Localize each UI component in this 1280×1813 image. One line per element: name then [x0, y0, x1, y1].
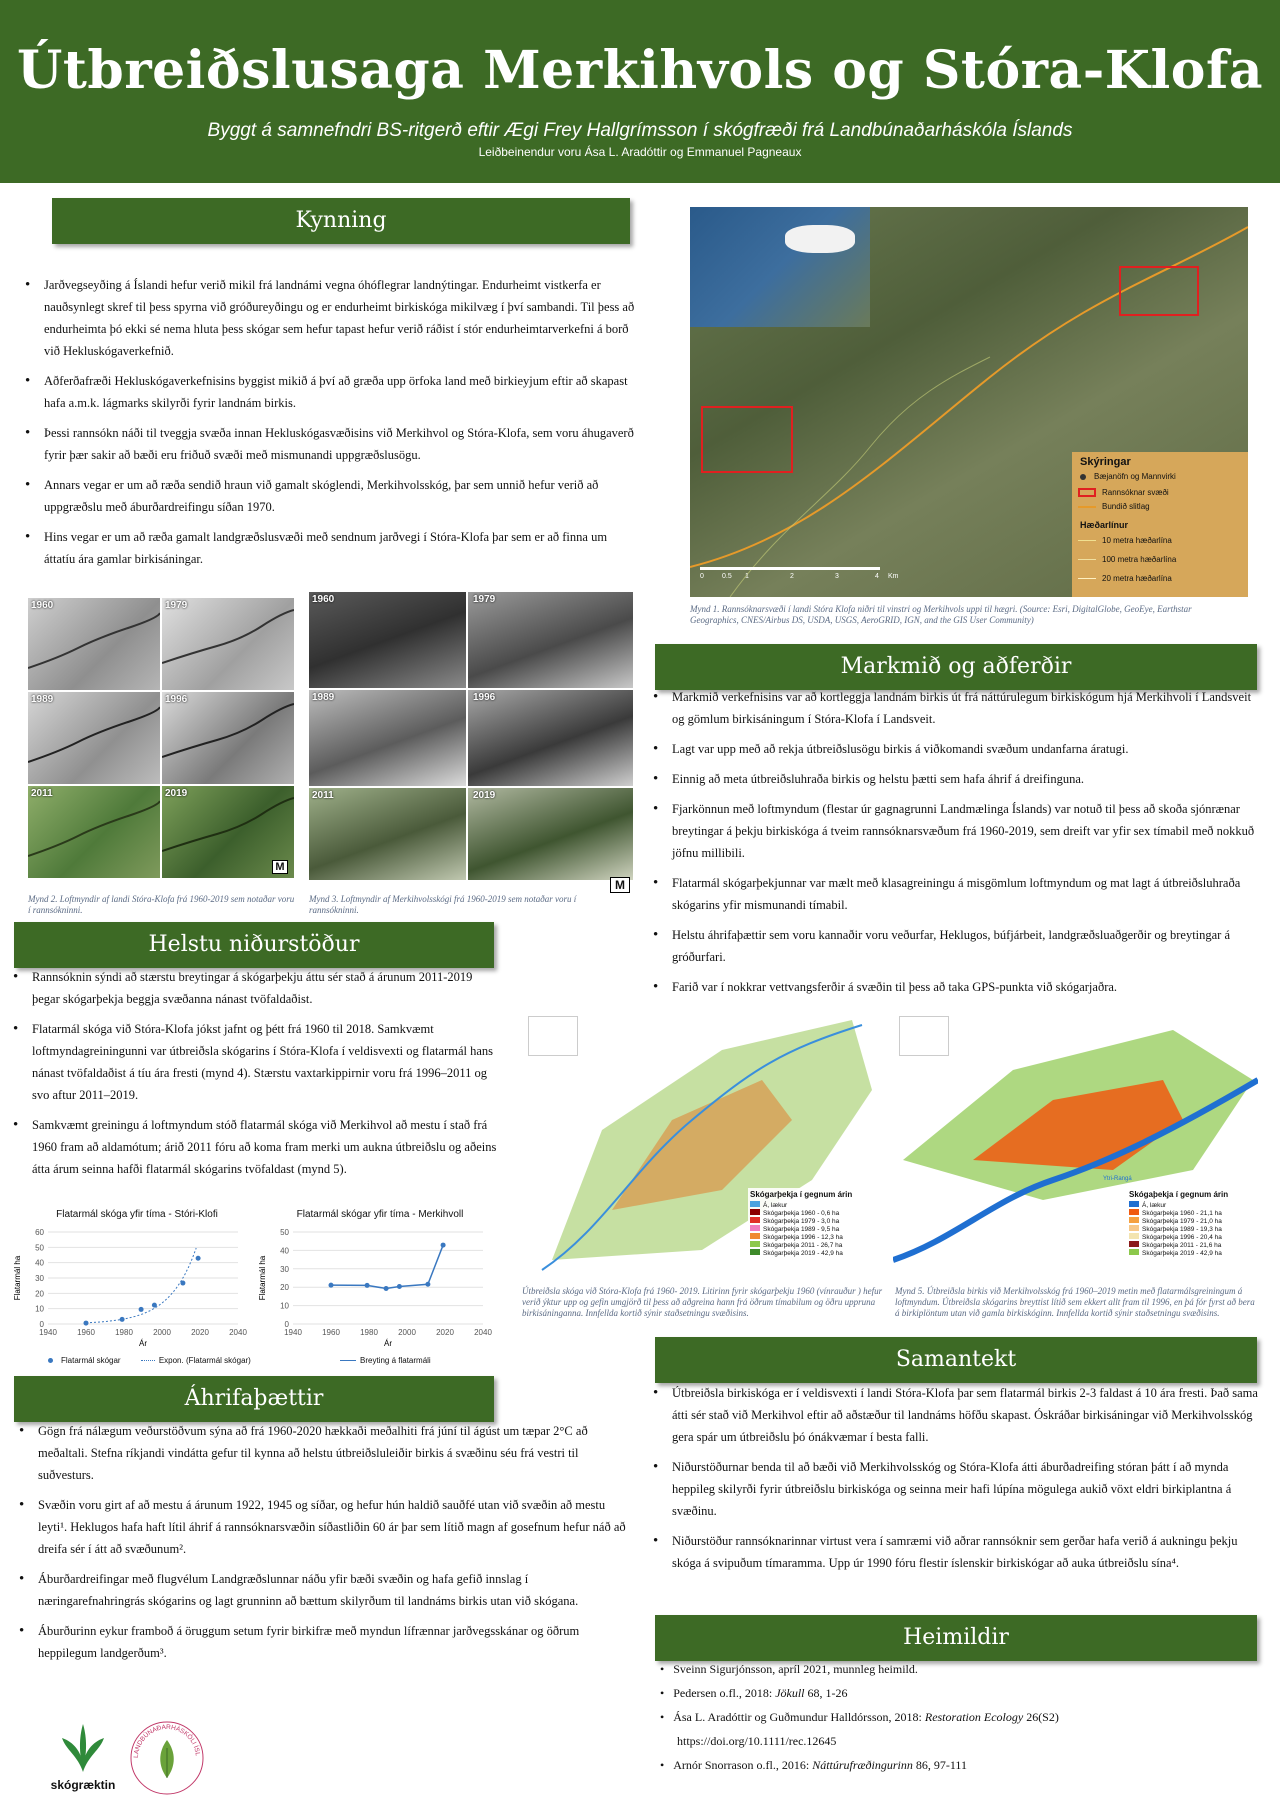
- list-item: • Lagt var upp með að rekja útbreiðslusögu birkis á viðkomandi svæðum undanfarna áratugi.: [648, 738, 1263, 760]
- list-item: • Svæðin voru girt af að mestu á árunum 1922, 1945 og síðar, og hefur hún haldið sauðfé utan við svæðin að mestu leyti¹. Heklugos hafa haft lítil áhrif á rannsóknarsvæðin síðastliðin 60 ár þar sem lítið magn af gosefnum hefur náð að dreifa sér í átt að svæðunum².: [14, 1494, 634, 1560]
- y-tick-label: 50: [280, 1228, 289, 1237]
- study-area-map: Skýringar Bæjanöfn og Mannvirki Rannsóknar svæði Bundið slitlag Hæðarlínur 10 metra hæðarlína 100 metra hæðarlína 20 metra hæðarlína 0 0.5 1 2 3 4 Km: [690, 207, 1248, 597]
- x-tick-label: 2020: [191, 1328, 209, 1337]
- leaf-icon: [48, 1720, 118, 1776]
- samantekt-list: [648, 1382, 1263, 1582]
- x-tick-label: 2040: [229, 1328, 247, 1337]
- inset-map: [528, 1016, 578, 1056]
- list-item: • Gögn frá nálægum veðurstöðvum sýna að frá 1960-2020 hækkaði meðalhiti frá júní til ágúst um tæpar 2°C að meðaltali. Stefna ríkjandi vindátta gefur til kynna að helstu útbreiðsluleiðir birkis á svæðinu séu frá vestri til suðvesturs.: [14, 1420, 634, 1486]
- poster-title: Útbreiðslusaga Merkihvols og Stóra-Klofa: [16, 40, 1264, 101]
- kynning-list: [20, 274, 635, 578]
- list-item: • Áburðardreifingar með flugvélum Landgræðslunnar náðu yfir bæði svæðin og hafa gefið innslag í næringarefnahringrás skógarins og lagt grunninn að bættum skilyrðum til landnáms birkis utan við skógana.: [14, 1568, 634, 1612]
- y-tick-label: 50: [35, 1243, 44, 1253]
- list-item: • Flatarmál skóga við Stóra-Klofa jókst jafnt og þétt frá 1960 til 2018. Samkvæmt loftmyndagreiningunni var útbreiðsla skógarins í Stóra-Klofa í veldisvexti og flatarmál hans nánast tvöfaldaðist á tíu ára fresti (mynd 4). Stærstu vaxtarkippirnir voru frá 1996–2011 og svo aftur 2011–2019.: [8, 1018, 500, 1106]
- aerial-photo: 1979: [468, 592, 633, 688]
- reference-link[interactable]: https://doi.org/10.1111/rec.12645: [677, 1734, 837, 1748]
- list-item: • Farið var í nokkrar vettvangsferðir á svæðin til þess að taka GPS-punkta við skógarjaðra.: [648, 976, 1263, 998]
- cover-map-stora-klofi: [522, 1010, 887, 1282]
- chart-title: Flatarmál skóga yfir tíma - Stóri-Klofi: [56, 1209, 218, 1220]
- y-tick-label: 10: [280, 1301, 289, 1311]
- markmid-list: [648, 686, 1263, 1006]
- aerial-photo: 1989: [309, 690, 466, 786]
- aerial-photo: 1996: [468, 690, 633, 786]
- reference-item: • Arnór Snorrason o.fl., 2016: Náttúrufræðingurinn 86, 97-111: [660, 1758, 967, 1772]
- data-point: [397, 1284, 402, 1289]
- y-tick-label: 20: [280, 1283, 289, 1293]
- data-point: [180, 1281, 185, 1286]
- data-point: [384, 1286, 389, 1291]
- y-tick-label: 40: [35, 1258, 44, 1268]
- list-item: • Niðurstöður rannsóknarinnar virtust vera í samræmi við aðrar rannsóknir sem gerðar hafa verið á aukningu þekju skóga á svipuðum tímaramma. Upp úr 1990 fóru flestir íslenskir birkiskógar að auka útbreiðslu sína⁴.: [648, 1530, 1263, 1574]
- reference-item: • Ása L. Aradóttir og Guðmundur Halldórsson, 2018: Restoration Ecology 26(S2): [660, 1710, 1059, 1724]
- x-tick-label: 1960: [322, 1328, 340, 1337]
- data-point: [441, 1243, 446, 1248]
- m-badge: M: [272, 860, 288, 874]
- y-tick-label: 30: [280, 1264, 289, 1274]
- x-tick-label: 1940: [39, 1328, 57, 1337]
- list-item: • Rannsóknin sýndi að stærstu breytingar á skógarþekju áttu sér stað á árunum 2011-2019 þegar skógarþekja beggja svæðanna nánast tvöfaldaðist.: [8, 966, 500, 1010]
- chart-merkihvoll: [255, 1224, 500, 1352]
- section-heading-samantekt: Samantekt: [655, 1337, 1257, 1383]
- y-tick-label: 30: [35, 1274, 44, 1283]
- y-tick-label: 40: [280, 1246, 289, 1256]
- data-point: [152, 1303, 157, 1308]
- lbhi-logo: [128, 1718, 206, 1798]
- x-tick-label: 1940: [284, 1328, 302, 1337]
- poster-supervisors: Leiðbeinendur voru Ása L. Aradóttir og Emmanuel Pagneaux: [478, 145, 802, 159]
- section-heading-markmid: Markmið og aðferðir: [655, 644, 1257, 690]
- list-item: • Niðurstöðurnar benda til að bæði við Merkihvolsskóg og Stóra-Klofa átti áburðadreifing stóran þátt í að mynda heppileg skilyrði fyrir útbreiðslu birkiskóga og seinna meir hafi lúpína mögulega aukið vöxt eldri birkiplantna á svæðinu.: [648, 1456, 1263, 1522]
- aerial-photo: 1989: [28, 692, 160, 784]
- x-tick-label: 1980: [360, 1328, 378, 1337]
- poster-subtitle: Byggt á samnefndri BS-ritgerð eftir Ægi Frey Hallgrímsson í skógfræði frá Landbúnaðarháskóla Íslands: [207, 120, 1073, 141]
- data-point: [139, 1307, 144, 1312]
- x-axis-label: Ár: [384, 1339, 392, 1348]
- section-heading-ahrif: Áhrifaþættir: [14, 1376, 494, 1422]
- section-heading-heimildir: Heimildir: [655, 1615, 1257, 1661]
- x-tick-label: 1960: [77, 1328, 95, 1337]
- data-point: [329, 1283, 334, 1288]
- list-item: • Markmið verkefnisins var að kortleggja landnám birkis út frá náttúrulegum birkiskógum hjá Merkihvoli í Landsveit og gömlum birkisáningum í Stóra-Klofa í Landsveit.: [648, 686, 1263, 730]
- chart-title: Flatarmál skógar yfir tíma - Merkihvoll: [296, 1209, 464, 1220]
- skograektin-logo: skógræktin: [48, 1720, 118, 1798]
- x-tick-label: 2020: [436, 1328, 454, 1337]
- list-item: • Einnig að meta útbreiðsluhraða birkis og helstu þætti sem hafa áhrif á dreifinguna.: [648, 768, 1263, 790]
- x-tick-label: 1980: [115, 1328, 133, 1337]
- aerial-photo: 1960: [28, 598, 160, 690]
- map-legend: Skýringar Bæjanöfn og Mannvirki Rannsóknar svæði Bundið slitlag Hæðarlínur 10 metra hæðarlína 100 metra hæðarlína 20 metra hæðarlína: [1072, 452, 1248, 597]
- list-item: • Annars vegar er um að ræða sendið hraun við gamalt skóglendi, Merkihvolsskóg, þar sem unnið hefur verið að uppgræðslu með áburðardreifingu síðan 1970.: [20, 474, 635, 518]
- map-legend: Skógaþekja í gegnum árin Á, lækur Skógarþekja 1960 - 21,1 ha Skógarþekja 1979 - 21,0 ha Skógarþekja 1989 - 19,3 ha Skógarþekja 1996 - 20,4 ha Skógarþekja 2011 - 21,6 ha Skógarþekja 2019 - 42,9 ha: [1127, 1188, 1255, 1259]
- list-item: • Samkvæmt greiningu á loftmyndum stóð flatarmál skóga við Merkihvol að mestu í stað frá 1960 fram að aldamótum; árið 2011 fóru að koma fram merki um aukna útbreiðslu og aðeins átta árum seinna hafði flatarmál skógarins tvöfaldast (mynd 5).: [8, 1114, 500, 1180]
- aerial-photo: 2019: [162, 786, 294, 878]
- section-heading-kynning: Kynning: [52, 198, 630, 244]
- chart-legend: Flatarmál skógar Expon. (Flatarmál skógar): [48, 1356, 251, 1365]
- y-tick-label: 20: [35, 1289, 44, 1299]
- x-tick-label: 2000: [398, 1328, 416, 1337]
- y-tick-label: 60: [35, 1228, 44, 1237]
- x-axis-label: Ár: [139, 1339, 147, 1348]
- aerial-photo: 1979: [162, 598, 294, 690]
- reference-item: • Sveinn Sigurjónsson, apríl 2021, munnleg heimild.: [660, 1662, 918, 1676]
- chart-legend: Breyting á flatarmáli: [340, 1356, 431, 1365]
- list-item: • Fjarkönnun með loftmyndum (flestar úr gagnagrunni Landmælinga Íslands) var notuð til þess að skoða sjónrænar breytingar á þekju birkiskóga á tveim rannsóknarsvæðum frá 1960-2019, sem dreift var yfir sex tímabil með nokkuð jöfnu millibili.: [648, 798, 1263, 864]
- caption-mynd-5: Mynd 5. Útbreiðsla birkis við Merkihvolsskóg frá 1960–2019 metin með flatarmálsgreiningum á loftmyndum. Útbreiðsla skógarins breyttist lítið sem ekkert allt fram til 1996, en þá fór fyrst að bera á birkiplöntum utan við gamla birkiskóginn. Innfellda kortið sýnir staðsetningu svæðisins.: [895, 1286, 1255, 1318]
- poster-header: [0, 0, 1280, 183]
- list-item: • Útbreiðsla birkiskóga er í veldisvexti í landi Stóra-Klofa þar sem flatarmál birkis 2-3 faldast á 10 ára fresti. Það sama átti sér stað við Merkihvol eftir að aðstæður til landnáms höfðu skapast. Óskráðar birkisáningar við Merkihvolsskóg gera spár um útbreiðslu þó ónákvæmar í besta falli.: [648, 1382, 1263, 1448]
- nidurstodur-list: [8, 966, 500, 1188]
- data-point: [425, 1282, 430, 1287]
- map-legend: Skógarþekja í gegnum árin Á, lækur Skógarþekja 1960 - 0,6 ha Skógarþekja 1979 - 3,0 ha Skógarþekja 1989 - 9,5 ha Skógarþekja 1996 - 12,3 ha Skógarþekja 2011 - 26,7 ha Skógarþekja 2019 - 42,9 ha: [748, 1188, 883, 1259]
- series-line: [331, 1245, 443, 1288]
- data-point: [365, 1283, 370, 1288]
- aerial-photo: 2019: [468, 788, 633, 880]
- inset-map: [899, 1016, 949, 1056]
- svg-text:LANDBÚNAÐARHÁSKÓLI ÍSLANDS: LANDBÚNAÐARHÁSKÓLI ÍSL: [132, 1723, 201, 1759]
- aerial-photo: 1960: [309, 592, 466, 688]
- list-item: • Helstu áhrifaþættir sem voru kannaðir voru veðurfar, Heklugos, búfjárbeit, landgræðsluaðgerðir og breytingar á gróðurfari.: [648, 924, 1263, 968]
- ahrif-list: [14, 1420, 634, 1672]
- list-item: • Aðferðafræði Hekluskógaverkefnisins byggist mikið á því að græða upp örfoka land með birkieyjum eftir að skapast hafa a.m.k. lágmarks skilyrði fyrir landnám birkis.: [20, 370, 635, 414]
- list-item: • Þessi rannsókn náði til tveggja svæða innan Hekluskógasvæðisins við Merkihvol og Stóra-Klofa, sem voru áhugaverð fyrir þær sakir að bæði eru friðuð svæði með mismunandi uppgræðslusögu.: [20, 422, 635, 466]
- data-point: [84, 1321, 89, 1326]
- caption-mynd-4: Útbreiðsla skóga við Stóra-Klofa frá 1960- 2019. Litirinn fyrir skógarþekju 1960 (vínrauður ) hefur verið ýktur upp og gefin umgjörð til þess að aðgreina hann frá öðrum tímabilum og öðru uppruna birkisáninganna. Innfellda kortið sýnir staðsetningu svæðisins.: [522, 1286, 883, 1318]
- y-axis-label: Flatarmál ha: [13, 1255, 22, 1301]
- y-tick-label: 10: [35, 1304, 44, 1314]
- reference-item: • Pedersen o.fl., 2018: Jökull 68, 1-26: [660, 1686, 848, 1700]
- x-tick-label: 2040: [474, 1328, 492, 1337]
- caption-mynd-2: Mynd 2. Loftmyndir af landi Stóra-Klofa frá 1960-2019 sem notaðar voru í rannsókninni.: [28, 894, 295, 915]
- aerial-photo: 1996: [162, 692, 294, 784]
- river-label: Ytri-Rangá: [1103, 1176, 1132, 1182]
- cover-map-merkihvoll: [893, 1010, 1258, 1282]
- list-item: • Hins vegar er um að ræða gamalt landgræðslusvæði með sendnum jarðvegi í Stóra-Klofa þar sem er að finna um áttatíu ára gamlar birkisáningar.: [20, 526, 635, 570]
- section-heading-nidurstodur: Helstu niðurstöður: [14, 922, 494, 968]
- aerial-photo: 2011: [309, 788, 466, 880]
- caption-mynd-3: Mynd 3. Loftmyndir af Merkihvolsskógi frá 1960-2019 sem notaðar voru í rannsókninni.: [309, 894, 577, 915]
- x-tick-label: 2000: [153, 1328, 171, 1337]
- y-tick-label: 0: [284, 1320, 289, 1329]
- m-badge: M: [610, 877, 630, 893]
- aerial-photo: 2011: [28, 786, 160, 878]
- data-point: [196, 1256, 201, 1261]
- inset-map: [690, 207, 870, 327]
- caption-mynd-1: Mynd 1. Rannsóknarsvæði í landi Stóra Klofa niðri til vinstri og Merkihvols uppi til hægri. (Source: Esri, DigitalGlobe, GeoEye, Earthstar Geographics, CNES/Airbus DS, USDA, USGS, AeroGRID, IGN, and the GIS User Community): [690, 604, 1192, 625]
- list-item: • Áburðurinn eykur framboð á öruggum setum fyrir birkifræ með myndun lífrænnar jarðvegsskánar og öðrum heppilegum landgerðum³.: [14, 1620, 634, 1664]
- list-item: • Flatarmál skógarþekjunnar var mælt með klasagreiningu á misgömlum loftmyndum og mat lagt á útbreiðsluhraða skógarins yfir mismunandi tímabil.: [648, 872, 1263, 916]
- chart-stora-klofi: [10, 1224, 255, 1352]
- y-axis-label: Flatarmál ha: [258, 1255, 267, 1301]
- y-tick-label: 0: [39, 1320, 44, 1329]
- list-item: • Jarðvegseyðing á Íslandi hefur verið mikil frá landnámi vegna óhóflegrar landnýtingar. Endurheimt vistkerfa er nauðsynlegt skref til þess spyrna við gróðureyðingu og er endurheimt birkiskóga mikilvæg í því sambandi. Til þess að endurheimta þó ekki sé nema hluta þess skógar sem hefur tapast hefur verið ráðist í stór endurheimtarverkefni á borð við Hekluskógaverkefnið.: [20, 274, 635, 362]
- data-point: [120, 1317, 125, 1322]
